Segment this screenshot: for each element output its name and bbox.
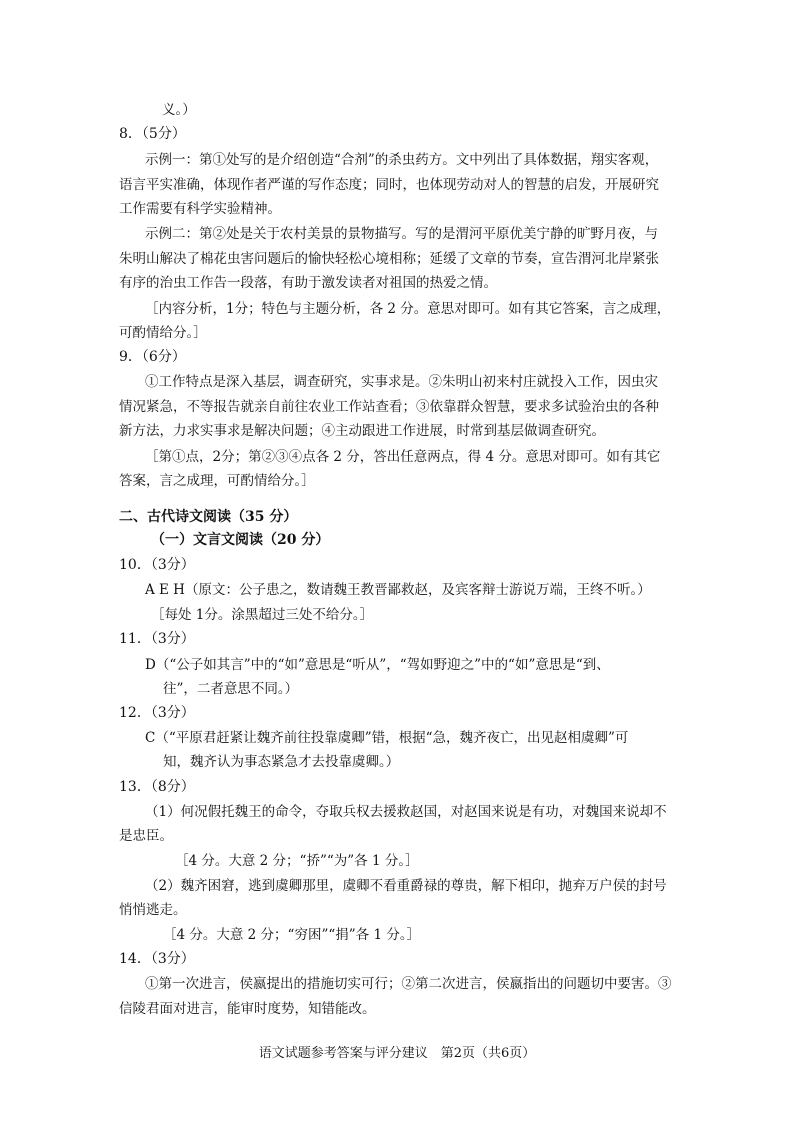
question-heading: 12．（3分）	[119, 705, 195, 721]
subsection-heading: （一）文言文阅读（20 分）	[151, 532, 330, 548]
scoring-note: 可酌情给分。］	[119, 325, 207, 341]
page-footer: 语文试题参考答案与评分建议 第2页（共6页）	[258, 1046, 536, 1061]
text-line: 语言平实准确，体现作者严谨的写作态度；同时，也体现劳动对人的智慧的启发，开展研究	[119, 177, 659, 193]
text-line: A E H（原文：公子患之，数请魏王教晋鄙救赵，及宾客辩士游说万端，王终不听。）	[145, 582, 651, 598]
text-line: 情况紧急，不等报告就亲自前往农业工作站查看；③依靠群众智慧，要求多试验治虫的各种	[119, 399, 659, 415]
text-line: 往”，二者意思不同。）	[163, 681, 299, 697]
question-heading: 9．（6分）	[119, 349, 186, 365]
scoring-note: ［第①点，2分；第②③④点各 2 分，答出任意两点，得 4 分。意思对即可。如有其它	[145, 449, 661, 465]
question-heading: 14．（3分）	[119, 951, 195, 967]
scoring-note: 答案，言之成理，可酌情给分。］	[119, 473, 315, 489]
scoring-note: ［4 分。大意 2 分；“穷困”“捐”各 1 分。］	[163, 927, 421, 943]
text-line: 有序的治虫工作告一段落，有助于激发读者对祖国的热爱之情。	[119, 275, 497, 291]
text-line: 是忠臣。	[119, 828, 173, 844]
section-heading: 二、古代诗文阅读（35 分）	[119, 509, 298, 525]
text-line: （1）何况假托魏王的命令，夺取兵权去援救赵国，对赵国来说是有功，对魏国来说却不	[145, 804, 667, 820]
question-heading: 11．（3分）	[119, 631, 195, 647]
text-line: D（“公子如其言”中的“如”意思是“听从”，“驾如野迎之”中的“如”意思是“到、	[145, 657, 610, 673]
text-line: 信陵君面对进言，能审时度势，知错能改。	[119, 1001, 376, 1017]
scoring-note: ［4 分。大意 2 分；“挢”“为”各 1 分。］	[175, 853, 419, 869]
text-line: 义。）	[162, 102, 196, 118]
text-line: （2）魏齐困窘，逃到虞卿那里，虞卿不看重爵禄的尊贵，解下相印，抛弃万户侯的封号	[145, 878, 667, 894]
text-line: ①工作特点是深入基层，调查研究，实事求是。②朱明山初来村庄就投入工作，因虫灾	[145, 374, 658, 390]
text-line: ①第一次进言，侯嬴提出的措施切实可行；②第二次进言，侯嬴指出的问题切中要害。③	[145, 976, 672, 992]
question-heading: 8．（5分）	[119, 126, 186, 142]
scoring-note: ［内容分析，1分；特色与主题分析，各 2 分。意思对即可。如有其它答案，言之成理，	[145, 301, 671, 317]
question-heading: 10．（3分）	[119, 557, 195, 573]
text-line: 新方法，力求实事求是解决问题；④主动跟进工作进展，时常到基层做调查研究。	[119, 423, 605, 439]
text-line: 知，魏齐认为事态紧急才去投靠虞卿。）	[163, 754, 400, 770]
text-line: 示例二：第②处是关于农村美景的景物描写。写的是渭河平原优美宁静的旷野月夜，与	[145, 226, 658, 242]
text-line: 悄悄逃走。	[119, 902, 187, 918]
question-heading: 13．（8分）	[119, 779, 195, 795]
scoring-note: ［每处 1分。涂黑超过三处不给分。］	[151, 607, 374, 623]
text-line: 示例一：第①处写的是介绍创造“合剂”的杀虫药方。文中列出了具体数据，翔实客观，	[145, 152, 659, 168]
text-line: 朱明山解决了棉花虫害问题后的愉快轻松心境相称；延缓了文章的节奏，宣告渭河北岸紧张	[119, 251, 659, 267]
text-line: C（“平原君赶紧让魏齐前往投靠虞卿”错，根据“急，魏齐夜亡，出见赵相虞卿”可	[145, 730, 629, 746]
text-line: 工作需要有科学实验精神。	[119, 201, 281, 217]
